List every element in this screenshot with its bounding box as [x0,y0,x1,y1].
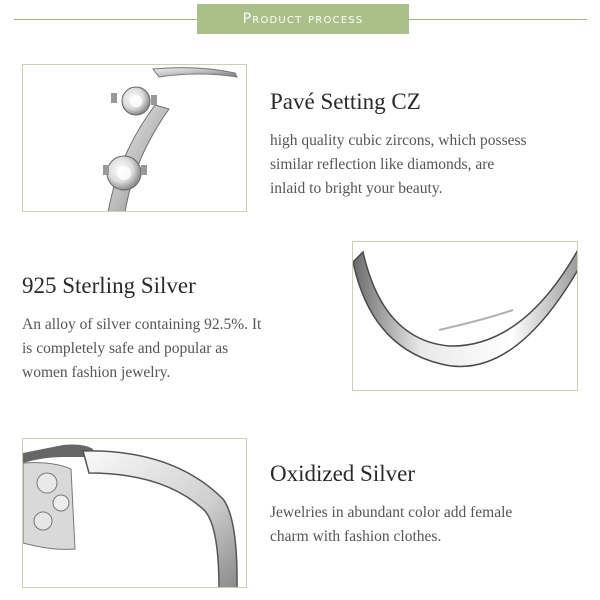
sterling-description: An alloy of silver containing 92.5%. It is completely safe and popular as women fashion jewelry. [22,316,262,381]
pave-heading: Pavé Setting CZ [270,89,421,114]
section-banner: Product process [197,4,409,34]
pave-setting-photo [22,64,247,212]
oxidized-description: Jewelries in abundant color add female charm with fashion clothes. [270,504,513,545]
section-oxidized [270,461,512,549]
oxidized-heading: Oxidized Silver [270,461,415,486]
sterling-silver-photo [352,241,578,391]
pave-description: high quality cubic zircons, which possess similar reflection like diamonds, are inlaid to bright your beauty. [270,132,527,197]
section-sterling [22,273,261,385]
sterling-heading: 925 Sterling Silver [22,273,196,298]
oxidized-silver-photo [22,438,247,588]
banner-line-right [409,19,587,20]
section-pave [270,89,527,201]
banner-line-left [14,19,197,20]
